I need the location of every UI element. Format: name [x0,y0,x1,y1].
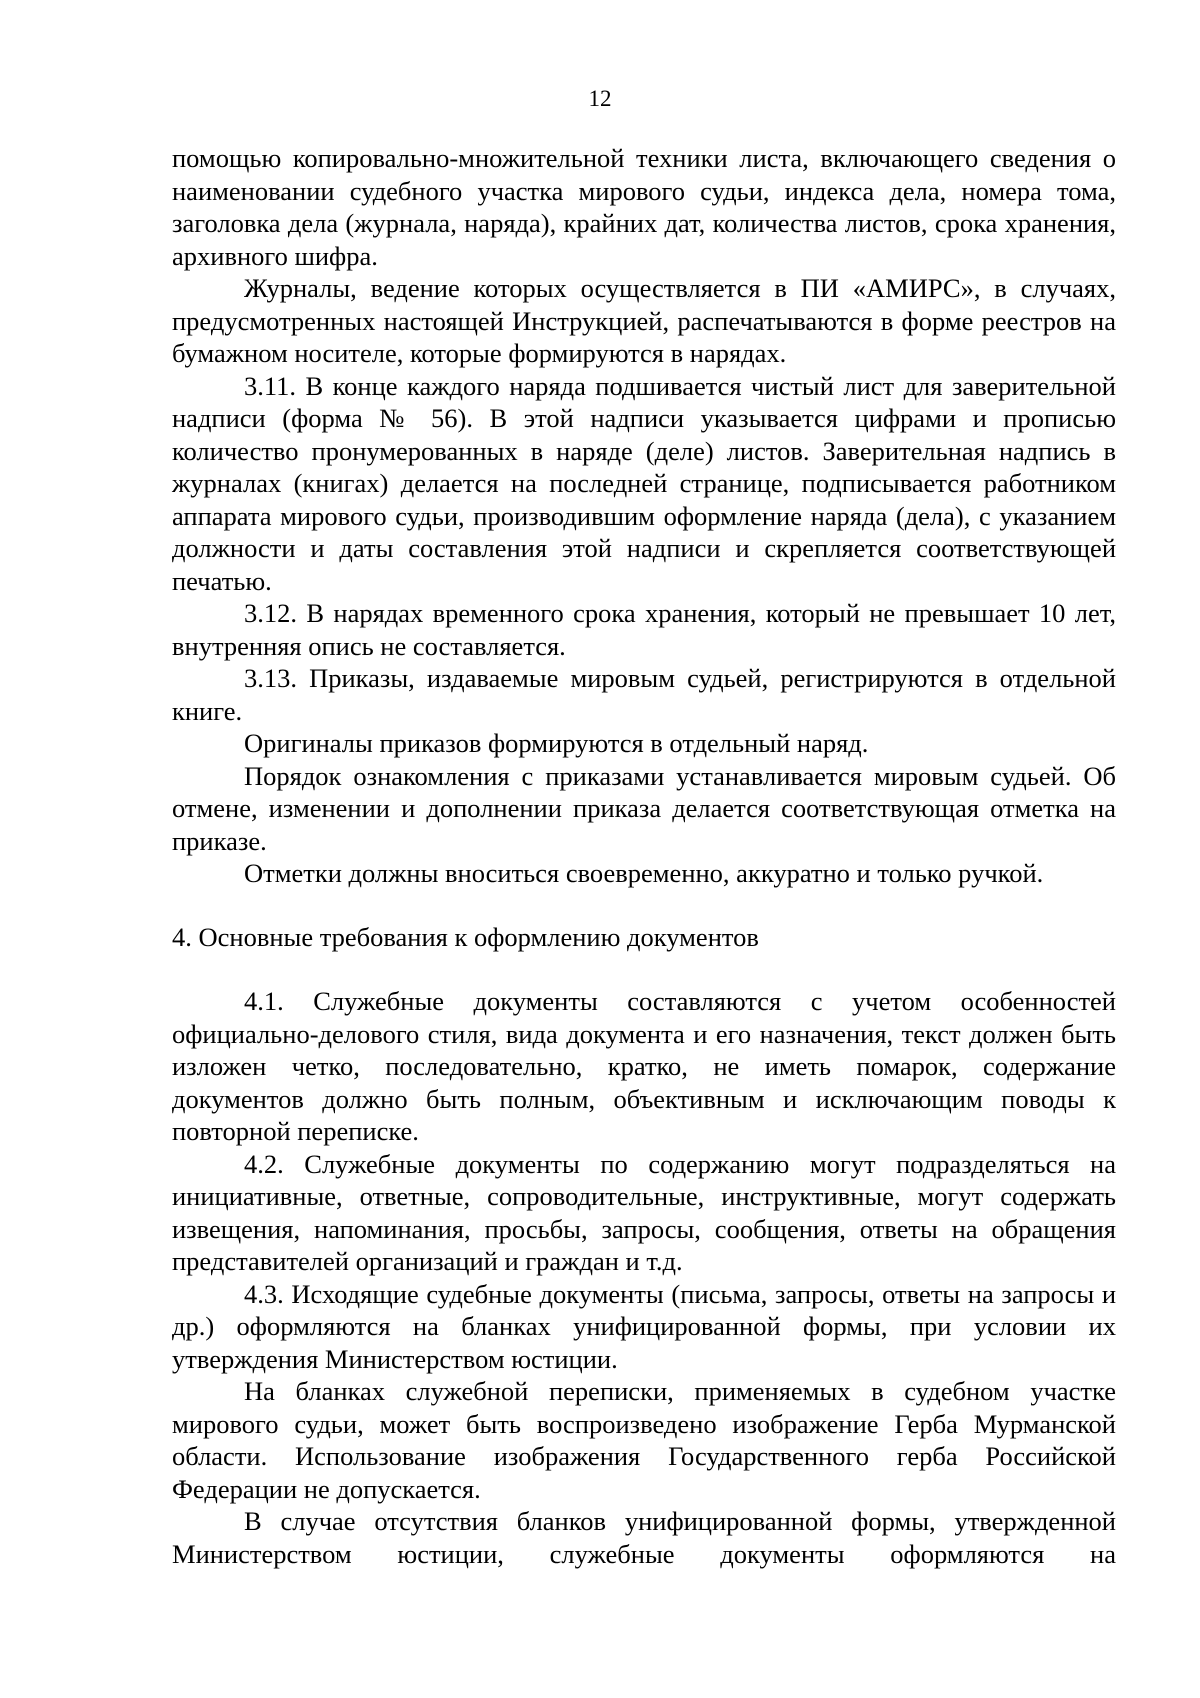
section-heading: 4. Основные требования к оформлению документов [172,921,759,952]
paragraph-3-11: 3.11. В конце каждого наряда подшивается чистый лист для заверительной надписи (форма № 56). В этой надписи указывается цифрами и прописью количество пронумерованных в наряде (деле) листов. Заверительная надпись в журналах (книгах) делается на последней странице, подписывается работником аппарата мирового судьи, производившим оформление наряда (дела), с указанием должности и даты составления этой надписи и скрепляется соответствующей печатью. [172,370,1116,596]
paragraph-3-12: 3.12. В нарядах временного срока хранения, который не превышает 10 лет, внутренняя опись не составляется. [172,598,1116,661]
paragraph-letterhead-coat-of-arms: На бланках служебной переписки, применяемых в судебном участке мирового судьи, может быть воспроизведено изображение Герба Мурманской области. Использование изображения Государственного герба Российской Федерации не допускается. [172,1376,1116,1504]
paragraph-4-2: 4.2. Служебные документы по содержанию могут подразделяться на инициативные, ответные, сопроводительные, инструктивные, могут содержать извещения, напоминания, просьбы, запросы, сообщения, ответы на обращения представителей организаций и граждан и т.д. [172,1148,1116,1276]
document-body [172,142,1116,1570]
paragraph-4-1: 4.1. Служебные документы составляются с учетом особенностей официально-делового стиля, вида документа и его назначения, текст должен быть изложен четко, последовательно, кратко, не иметь помарок, содержание документов должно быть полным, объективным и исключающим поводы к повторной переписке. [172,986,1116,1146]
paragraph-no-forms: В случае отсутствия бланков унифицированной формы, утвержденной Министерством юстиции, служебные документы оформляются на [172,1506,1116,1569]
paragraph-3-13: 3.13. Приказы, издаваемые мировым судьей, регистрируются в отдельной книге. [172,663,1116,726]
paragraph-marks: Отметки должны вноситься своевременно, аккуратно и только ручкой. [244,858,1044,888]
paragraph-continuation: помощью копировально-множительной техники листа, включающего сведения о наименовании судебного участка мирового судьи, индекса дела, номера тома, заголовка дела (журнала, наряда), крайних дат, количества листов, срока хранения, архивного шифра. [172,143,1116,271]
paragraph-orders-originals: Оригиналы приказов формируются в отдельный наряд. [244,728,869,758]
paragraph-4-3: 4.3. Исходящие судебные документы (письма, запросы, ответы на запросы и др.) оформляются на бланках унифицированной формы, при условии их утверждения Министерством юстиции. [172,1278,1116,1374]
page-number: 12 [588,86,612,111]
paragraph-journals: Журналы, ведение которых осуществляется в ПИ «АМИРС», в случаях, предусмотренных настоящей Инструкцией, распечатываются в форме реестров на бумажном носителе, которые формируются в нарядах. [172,273,1116,368]
paragraph-orders-familiarization: Порядок ознакомления с приказами устанавливается мировым судьей. Об отмене, изменении и дополнении приказа делается соответствующая отметка на приказе. [172,760,1116,856]
